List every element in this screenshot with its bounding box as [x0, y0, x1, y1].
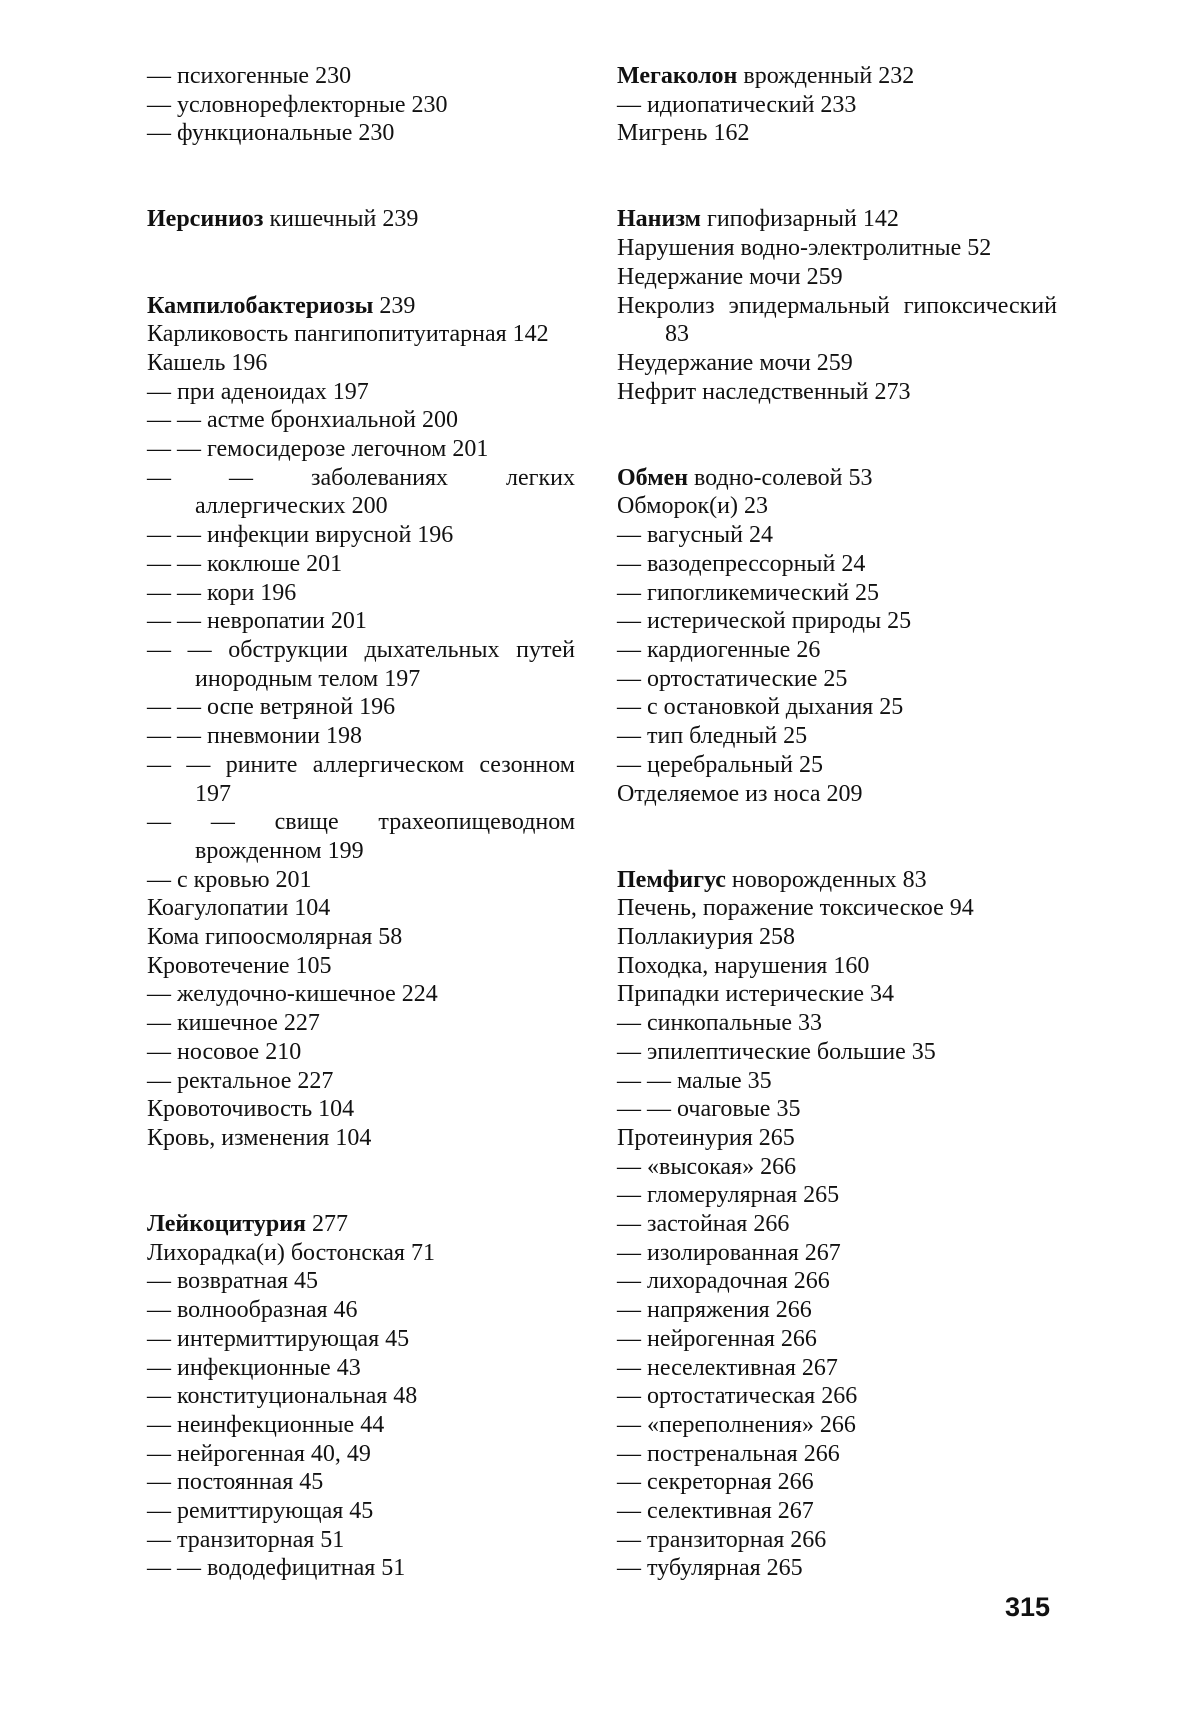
index-entry — [617, 492, 1057, 521]
index-entry — [617, 1239, 1057, 1268]
index-entry — [617, 1095, 1057, 1124]
index-entry-text: Недержание мочи 259 — [617, 263, 843, 290]
index-entry — [147, 91, 575, 120]
index-heading: Пемфигус — [617, 866, 726, 893]
index-entry — [147, 1554, 575, 1583]
index-entry-text: Нефрит наследственный 273 — [617, 378, 911, 405]
index-heading: Обмен — [617, 464, 689, 491]
index-entry-text: — нейрогенная 266 — [617, 1325, 817, 1352]
index-entry-text: — лихорадочная 266 — [617, 1268, 830, 1295]
index-entry-text: — — пневмонии 198 — [147, 723, 362, 750]
index-entry-text: — неселективная 267 — [617, 1354, 838, 1381]
index-entry-text: — неинфекционные 44 — [147, 1411, 385, 1438]
index-spacer — [617, 808, 1057, 837]
index-entry — [617, 1411, 1057, 1440]
index-entry — [617, 1440, 1057, 1469]
index-entry-text: — нейрогенная 40, 49 — [147, 1440, 371, 1467]
index-entry — [147, 349, 575, 378]
index-entry-text: Протеинурия 265 — [617, 1124, 795, 1151]
index-entry-text: — желудочно-кишечное 224 — [147, 981, 438, 1008]
index-entry — [617, 1468, 1057, 1497]
index-entry — [147, 550, 575, 579]
index-entry — [147, 119, 575, 148]
index-entry — [147, 62, 575, 91]
index-entry — [147, 1067, 575, 1096]
index-entry — [617, 349, 1057, 378]
index-entry-text: Отделяемое из носа 209 — [617, 780, 863, 807]
index-entry — [617, 1153, 1057, 1182]
index-entry-text: — кардиогенные 26 — [617, 637, 821, 663]
index-entry — [147, 894, 575, 923]
index-entry-text: — застойная 266 — [617, 1211, 790, 1238]
index-entry — [147, 579, 575, 608]
index-entry-text: Кровоточивость 104 — [147, 1096, 355, 1123]
index-entry — [617, 1181, 1057, 1210]
index-entry — [147, 378, 575, 407]
index-entry-text: — транзиторная 51 — [147, 1526, 345, 1553]
index-entry-text: — кишечное 227 — [147, 1010, 320, 1037]
index-entry-text: — возвратная 45 — [147, 1268, 319, 1295]
index-entry — [147, 205, 575, 234]
page-number: 315 — [1005, 1592, 1051, 1622]
index-entry-text: Обморок(и) 23 — [617, 493, 768, 520]
index-entry-text: — изолированная 267 — [617, 1239, 841, 1266]
index-entry — [147, 292, 575, 321]
index-entry — [617, 894, 1057, 923]
index-entry-text: — при аденоидах 197 — [147, 378, 369, 405]
index-entry — [617, 1067, 1057, 1096]
index-spacer — [617, 148, 1057, 177]
index-entry — [617, 1354, 1057, 1383]
index-entry — [617, 751, 1057, 780]
index-entry-text: — — обструкции дыхательных путей инородным телом 197 — [147, 637, 575, 692]
index-entry-text: — постренальная 266 — [617, 1440, 840, 1467]
index-entry-text: — тубулярная 265 — [617, 1555, 803, 1582]
index-entry-text: — — малые 35 — [617, 1067, 772, 1094]
index-entry — [147, 751, 575, 808]
index-entry — [147, 406, 575, 435]
index-entry — [147, 923, 575, 952]
index-entry — [617, 1267, 1057, 1296]
index-spacer — [617, 435, 1057, 464]
index-entry-text: — постоянная 45 — [147, 1469, 324, 1496]
index-entry — [147, 636, 575, 693]
index-entry — [617, 205, 1057, 234]
index-entry-text: — транзиторная 266 — [617, 1526, 827, 1553]
index-entry-text: Кашель 196 — [147, 349, 268, 376]
index-entry-text: — «высокая» 266 — [617, 1153, 797, 1180]
index-entry — [617, 1325, 1057, 1354]
index-entry-text: — инфекционные 43 — [147, 1354, 361, 1381]
index-entry-text: Мигрень 162 — [617, 120, 750, 147]
index-column-right — [617, 62, 1057, 1583]
index-entry — [617, 607, 1057, 636]
index-entry — [147, 1526, 575, 1555]
index-entry — [147, 607, 575, 636]
index-entry — [617, 521, 1057, 550]
index-entry — [617, 62, 1057, 91]
index-entry-text: — напряжения 266 — [617, 1297, 812, 1324]
index-entry — [147, 1411, 575, 1440]
index-entry-text: — — рините аллергическом сезонном 197 — [147, 751, 575, 807]
index-entry-text: — секреторная 266 — [617, 1469, 814, 1496]
index-entry-text: — ортостатические 25 — [617, 665, 848, 692]
index-entry — [147, 1497, 575, 1526]
index-entry-text: — тип бледный 25 — [617, 723, 808, 750]
index-entry-text: Кровотечение 105 — [147, 952, 332, 979]
index-entry — [617, 693, 1057, 722]
index-entry-text: — ректальное 227 — [147, 1067, 334, 1094]
index-spacer — [147, 1181, 575, 1210]
index-entry-text: — — гемосидерозе легочном 201 — [147, 436, 489, 463]
index-entry — [617, 91, 1057, 120]
index-entry — [617, 952, 1057, 981]
index-entry-text: — селективная 267 — [617, 1498, 814, 1525]
index-entry-text: — условнорефлекторные 230 — [147, 91, 448, 118]
index-entry — [617, 263, 1057, 292]
index-entry-text: — гломерулярная 265 — [617, 1182, 840, 1209]
index-entry — [147, 1210, 575, 1239]
index-entry — [147, 1468, 575, 1497]
index-entry — [617, 665, 1057, 694]
index-entry-text: — — оспе ветряной 196 — [147, 694, 396, 721]
index-entry — [147, 952, 575, 981]
index-entry — [147, 1382, 575, 1411]
index-entry-text: 277 — [306, 1211, 348, 1238]
index-heading: Нанизм — [617, 206, 701, 233]
index-entry-text: — интермиттирующая 45 — [147, 1325, 410, 1352]
index-entry-text: — идиопатический 233 — [617, 91, 857, 118]
index-entry-text: — ремиттирующая 45 — [147, 1498, 374, 1525]
index-entry — [617, 780, 1057, 809]
index-entry-text: — — астме бронхиальной 200 — [147, 407, 459, 434]
index-entry-text: — с остановкой дыхания 25 — [617, 694, 904, 721]
index-entry-text: — носовое 210 — [147, 1038, 302, 1065]
index-entry-text: — церебральный 25 — [617, 751, 823, 778]
index-entry-text: Коагулопатии 104 — [147, 895, 331, 922]
index-entry-text: Карликовость пангипопитуитарная 142 — [147, 321, 549, 348]
index-entry — [617, 1210, 1057, 1239]
index-entry — [617, 923, 1057, 952]
index-entry-text: — ортостатическая 266 — [617, 1383, 858, 1410]
index-entry — [617, 234, 1057, 263]
index-entry-text: — — инфекции вирусной 196 — [147, 522, 454, 549]
index-entry — [147, 1325, 575, 1354]
index-entry-text: Некролиз эпидермальный гипоксический 83 — [617, 292, 1057, 348]
index-entry-text: врожденный 232 — [737, 63, 915, 89]
index-entry — [617, 1554, 1057, 1583]
index-entry — [147, 722, 575, 751]
index-entry — [617, 1038, 1057, 1067]
index-entry-text: — — очаговые 35 — [617, 1096, 801, 1123]
index-entry-text: новорожденных 83 — [725, 866, 927, 893]
index-spacer — [617, 406, 1057, 435]
index-entry — [617, 1497, 1057, 1526]
index-entry — [147, 980, 575, 1009]
index-entry — [617, 119, 1057, 148]
index-entry — [617, 1009, 1057, 1038]
index-entry — [147, 320, 575, 349]
index-entry-text: — гипогликемический 25 — [617, 579, 880, 606]
index-entry — [147, 866, 575, 895]
index-entry-text: — — невропатии 201 — [147, 608, 367, 635]
index-entry — [617, 722, 1057, 751]
index-entry — [617, 980, 1057, 1009]
index-entry-text: Припадки истерические 34 — [617, 981, 894, 1008]
index-spacer — [147, 234, 575, 263]
index-entry-text: — — свище трахеопищеводном врожденном 199 — [147, 809, 575, 864]
index-entry-text: Походка, нарушения 160 — [617, 952, 870, 979]
index-entry — [617, 579, 1057, 608]
index-entry — [617, 378, 1057, 407]
index-column-left — [147, 62, 575, 1583]
index-entry — [147, 464, 575, 521]
index-entry-text: Лихорадка(и) бостонская 71 — [147, 1239, 435, 1266]
index-entry — [147, 1009, 575, 1038]
index-heading: Иерсиниоз — [147, 206, 264, 233]
index-entry-text: Кома гипоосмолярная 58 — [147, 924, 403, 951]
index-heading: Кампилобактериозы — [147, 292, 374, 319]
index-entry-text: — вагусный 24 — [617, 522, 773, 549]
index-entry — [617, 292, 1057, 349]
index-entry — [617, 1124, 1057, 1153]
index-entry-text: — — заболеваниях легких аллергических 200 — [147, 464, 575, 520]
index-entry — [147, 1296, 575, 1325]
index-spacer — [147, 1153, 575, 1182]
index-spacer — [617, 837, 1057, 866]
index-entry-text: — — кори 196 — [147, 579, 297, 606]
index-entry-text: — — коклюше 201 — [147, 550, 343, 577]
index-entry-text: — волнообразная 46 — [147, 1297, 358, 1324]
index-entry — [147, 693, 575, 722]
index-entry-text: 239 — [373, 292, 416, 319]
index-entry — [617, 1526, 1057, 1555]
index-entry — [147, 1354, 575, 1383]
index-entry-text: Печень, поражение токсическое 94 — [617, 895, 974, 922]
index-entry-text: водно-солевой 53 — [688, 464, 873, 491]
index-entry — [147, 1440, 575, 1469]
index-entry — [617, 464, 1057, 493]
index-entry — [147, 1124, 575, 1153]
index-entry-text: — эпилептические большие 35 — [617, 1038, 936, 1065]
index-entry — [617, 550, 1057, 579]
index-entry — [147, 1239, 575, 1268]
index-entry-text: — функциональные 230 — [147, 120, 395, 147]
index-entry-text: Неудержание мочи 259 — [617, 350, 853, 376]
index-spacer — [147, 177, 575, 206]
index-entry-text: Нарушения водно-электролитные 52 — [617, 235, 992, 262]
index-entry-text: Поллакиурия 258 — [617, 924, 796, 950]
index-entry — [617, 636, 1057, 665]
index-entry-text: — — вододефицитная 51 — [147, 1555, 406, 1582]
index-entry — [147, 435, 575, 464]
index-entry — [617, 1296, 1057, 1325]
index-spacer — [147, 263, 575, 292]
index-entry-text: — синкопальные 33 — [617, 1010, 823, 1037]
index-entry — [147, 1267, 575, 1296]
index-heading: Мегаколон — [617, 63, 738, 89]
index-spacer — [147, 148, 575, 177]
index-entry — [147, 1038, 575, 1067]
index-entry-text: — с кровью 201 — [147, 866, 312, 893]
index-heading: Лейкоцитурия — [147, 1211, 306, 1238]
index-spacer — [617, 177, 1057, 206]
index-entry-text: — истерической природы 25 — [617, 608, 912, 635]
index-entry — [147, 808, 575, 865]
index-entry — [617, 866, 1057, 895]
index-entry-text: — «переполнения» 266 — [617, 1411, 856, 1438]
index-entry-text: гипофизарный 142 — [700, 206, 899, 233]
index-entry-text: — конституциональная 48 — [147, 1383, 418, 1410]
index-entry — [147, 521, 575, 550]
index-entry-text: — психогенные 230 — [147, 63, 352, 89]
index-entry — [147, 1095, 575, 1124]
index-entry — [617, 1382, 1057, 1411]
index-entry-text: Кровь, изменения 104 — [147, 1124, 372, 1151]
index-entry-text: — вазодепрессорный 24 — [617, 550, 866, 577]
index-entry-text: кишечный 239 — [263, 206, 419, 233]
